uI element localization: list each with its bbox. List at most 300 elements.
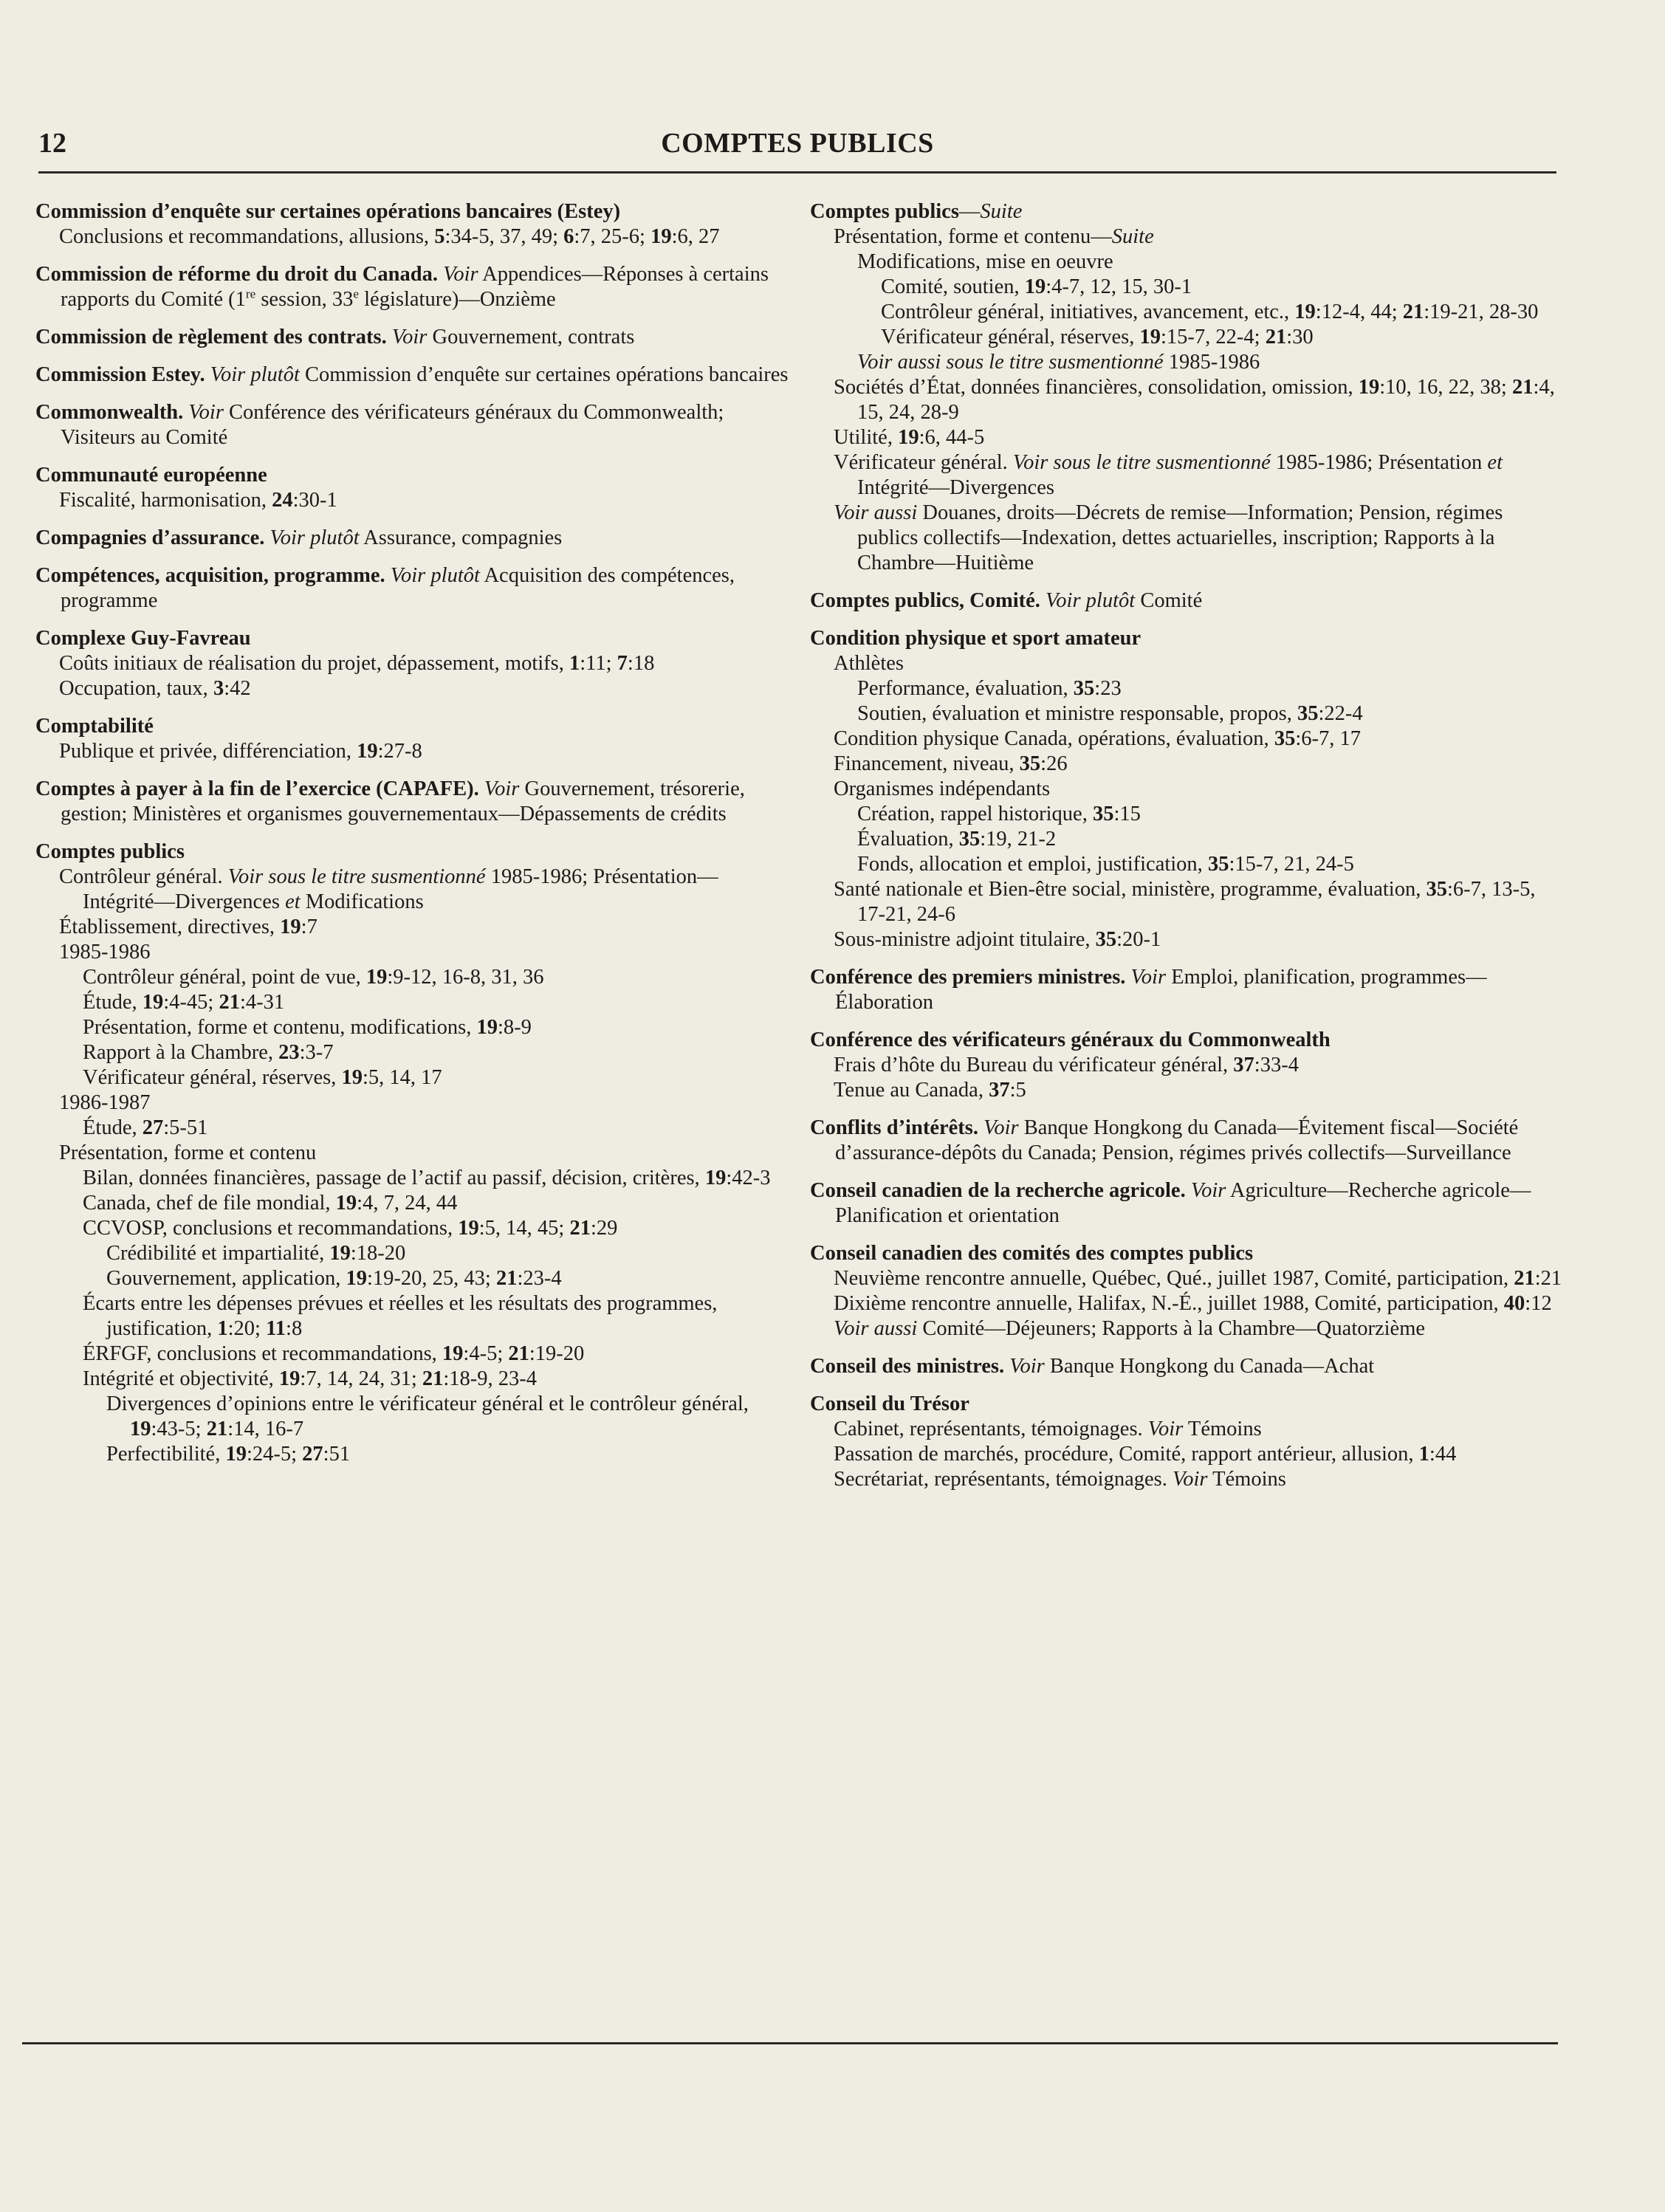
volume-ref: 35 xyxy=(1297,702,1319,725)
volume-ref: 21 xyxy=(495,1267,518,1290)
entry-text: Neuvième rencontre annuelle, Québec, Qué., juillet 1987, Comité, participation, xyxy=(834,1267,1514,1290)
entry-text: Création, rappel historique, xyxy=(857,803,1093,825)
entry-heading xyxy=(35,626,789,651)
entry-heading xyxy=(35,400,789,450)
entry-text: :19-20, 25, 43; xyxy=(366,1267,496,1290)
entry-text: Emploi, planification, programmes—Élaboration xyxy=(835,966,1487,1014)
entry-title: Compétences, acquisition, programme. xyxy=(35,564,385,587)
entry-heading xyxy=(35,262,789,312)
entry-text: Modifications, mise en oeuvre xyxy=(857,250,1113,273)
subentry-level-1 xyxy=(35,940,789,965)
entry-heading xyxy=(810,1028,1563,1053)
entry-text: Fiscalité, harmonisation, xyxy=(59,489,272,512)
volume-ref: 21 xyxy=(569,1217,591,1240)
entry-text: :15-7, 22-4; xyxy=(1161,326,1266,348)
entry-title: Comptes à payer à la fin de l’exercice (CAPAFE). xyxy=(35,777,479,800)
subentry-level-1 xyxy=(35,1141,789,1166)
subentry-level-1 xyxy=(810,450,1563,501)
volume-ref: 35 xyxy=(1207,853,1229,876)
subentry-level-3 xyxy=(35,1266,789,1291)
entry-text: :20-1 xyxy=(1116,928,1161,951)
entry-text: Présentation, forme et contenu— xyxy=(834,225,1112,248)
entry-text: Contrôleur général. xyxy=(59,865,228,888)
subentry-level-2 xyxy=(35,1367,789,1392)
entry-text: Contrôleur général, initiatives, avancement, etc., xyxy=(881,300,1295,323)
subentry-level-2 xyxy=(35,1291,789,1342)
subentry-level-1 xyxy=(35,651,789,676)
entry-text: :23-4 xyxy=(517,1267,562,1290)
entry-text: Santé nationale et Bien-être social, ministère, programme, évaluation, xyxy=(834,878,1427,901)
cross-ref-label: Voir xyxy=(983,1116,1019,1139)
entry-text: Banque Hongkong du Canada—Achat xyxy=(1044,1355,1375,1378)
volume-ref: 21 xyxy=(1511,376,1534,399)
entry-text: re xyxy=(245,286,256,301)
entry-text: :29 xyxy=(590,1217,618,1240)
volume-ref: 7 xyxy=(617,652,628,675)
cross-ref-label: et xyxy=(1487,451,1503,474)
entry-text: :18 xyxy=(627,652,655,675)
entry-text: Tenue au Canada, xyxy=(834,1079,989,1102)
entry-text: Comité—Déjeuners; Rapports à la Chambre—Quatorzième xyxy=(917,1317,1426,1340)
entry-text: Banque Hongkong du Canada—Évitement fiscal—Société d’assurance-dépôts du Canada; Pension, régimes privés collectifs—Surveillance xyxy=(835,1116,1519,1164)
cross-ref-label: Voir xyxy=(1130,966,1167,989)
index-entry xyxy=(35,714,789,764)
entry-text: Divergences d’opinions entre le vérificateur général et le contrôleur général, xyxy=(106,1392,749,1415)
entry-text: Commission d’enquête sur certaines opérations bancaires xyxy=(299,363,789,386)
entry-heading xyxy=(810,626,1563,651)
entry-text: :15 xyxy=(1113,803,1141,825)
index-entry xyxy=(810,1392,1563,1492)
entry-text: Étude, xyxy=(83,991,143,1014)
subentry-level-1 xyxy=(810,1078,1563,1103)
subentry-level-2 xyxy=(35,1216,789,1241)
index-entry xyxy=(35,363,789,388)
volume-ref: 40 xyxy=(1503,1292,1525,1315)
entry-heading xyxy=(35,839,789,865)
entry-text: Comité xyxy=(1135,589,1203,612)
entry-text: Sociétés d’État, données financières, consolidation, omission, xyxy=(834,376,1359,399)
entry-text: :4-7, 12, 15, 30-1 xyxy=(1046,275,1192,298)
volume-ref: 24 xyxy=(272,489,293,512)
cross-ref-label: Voir sous le titre susmentionné xyxy=(1012,451,1271,474)
entry-text: :9-12, 16-8, 31, 36 xyxy=(387,966,544,989)
entry-heading xyxy=(35,199,789,224)
index-entry xyxy=(810,199,1563,576)
entry-text xyxy=(387,326,392,348)
entry-text: :18-20 xyxy=(350,1242,406,1265)
cross-ref-label: Voir aussi xyxy=(834,1317,918,1340)
entry-text: Agriculture—Recherche agricole—Planification et orientation xyxy=(835,1179,1531,1227)
subentry-level-1 xyxy=(810,1266,1563,1291)
entry-text: Témoins xyxy=(1183,1418,1262,1440)
entry-text: :24-5; xyxy=(246,1443,303,1466)
cross-ref-label: Voir aussi xyxy=(834,501,918,524)
entry-text: :27-8 xyxy=(377,740,422,763)
entry-text: 1986-1987 xyxy=(59,1091,151,1114)
entry-text: e xyxy=(353,286,360,301)
entry-text: 1985-1986 xyxy=(59,941,151,964)
volume-ref: 1 xyxy=(1418,1443,1429,1466)
entry-text: Rapport à la Chambre, xyxy=(83,1041,279,1064)
entry-text: Vérificateur général. xyxy=(834,451,1013,474)
volume-ref: 19 xyxy=(357,740,378,763)
volume-ref: 11 xyxy=(266,1317,286,1340)
volume-ref: 21 xyxy=(219,991,240,1014)
entry-text: :12 xyxy=(1525,1292,1552,1315)
subentry-level-1 xyxy=(810,752,1563,777)
cross-ref-label: Voir plutôt xyxy=(270,526,360,549)
subentry-level-1 xyxy=(810,877,1563,927)
entry-text: :44 xyxy=(1429,1443,1457,1466)
index-entry xyxy=(810,588,1563,614)
entry-text: :19, 21-2 xyxy=(980,828,1057,851)
volume-ref: 35 xyxy=(1095,928,1117,951)
entry-title: Conseil canadien des comités des comptes publics xyxy=(810,1242,1254,1265)
volume-ref: 19 xyxy=(225,1443,247,1466)
volume-ref: 35 xyxy=(1092,803,1114,825)
subentry-level-3 xyxy=(810,300,1563,325)
volume-ref: 6 xyxy=(563,225,574,248)
entry-text: :4-45; xyxy=(163,991,219,1014)
index-entry xyxy=(810,1241,1563,1342)
volume-ref: 35 xyxy=(1426,878,1447,901)
entry-title: Communauté européenne xyxy=(35,464,267,487)
volume-ref: 19 xyxy=(335,1192,357,1215)
entry-text: :30 xyxy=(1286,326,1314,348)
entry-text: :12-4, 44; xyxy=(1315,300,1403,323)
subentry-level-2 xyxy=(810,350,1563,375)
entry-text: Cabinet, représentants, témoignages. xyxy=(834,1418,1148,1440)
entry-text: 1985-1986 xyxy=(1163,351,1260,374)
subentry-level-1 xyxy=(810,1442,1563,1467)
entry-text xyxy=(205,363,210,386)
entry-text: Crédibilité et impartialité, xyxy=(106,1242,330,1265)
entry-text: Bilan, données financières, passage de l’actif au passif, décision, critères, xyxy=(83,1167,705,1189)
running-title: COMPTES PUBLICS xyxy=(661,128,934,159)
entry-text: Secrétariat, représentants, témoignages. xyxy=(834,1468,1173,1491)
subentry-level-3 xyxy=(35,1392,789,1442)
volume-ref: 3 xyxy=(213,677,224,700)
entry-title: Conseil du Trésor xyxy=(810,1392,969,1415)
entry-text: :5, 14, 45; xyxy=(478,1217,570,1240)
entry-text: Contrôleur général, point de vue, xyxy=(83,966,366,989)
entry-text: :30-1 xyxy=(292,489,337,512)
index-entry xyxy=(810,1028,1563,1103)
subentry-level-1 xyxy=(35,915,789,940)
cross-ref-label: Suite xyxy=(1111,225,1154,248)
volume-ref: 37 xyxy=(1233,1054,1254,1076)
entry-text: :11; xyxy=(580,652,617,675)
subentry-level-1 xyxy=(35,224,789,250)
entry-text: Étude, xyxy=(83,1116,143,1139)
entry-text: :8-9 xyxy=(497,1016,532,1039)
entry-text: :7 xyxy=(301,916,317,938)
entry-text: Athlètes xyxy=(834,652,904,675)
entry-heading xyxy=(810,1354,1563,1379)
volume-ref: 19 xyxy=(365,966,388,989)
entry-title: Conseil canadien de la recherche agricole. xyxy=(810,1179,1186,1202)
entry-text: :43-5; xyxy=(151,1418,207,1440)
entry-text: Soutien, évaluation et ministre responsable, propos, xyxy=(857,702,1298,725)
entry-heading xyxy=(810,1116,1563,1166)
entry-text: :34-5, 37, 49; xyxy=(444,225,564,248)
volume-ref: 21 xyxy=(206,1418,228,1440)
volume-ref: 21 xyxy=(1265,326,1287,348)
volume-ref: 19 xyxy=(898,426,919,449)
subentry-level-1 xyxy=(810,927,1563,952)
entry-text: :22-4 xyxy=(1318,702,1363,725)
entry-text: Évaluation, xyxy=(857,828,959,851)
entry-title: Commission de règlement des contrats. xyxy=(35,326,387,348)
entry-text: Établissement, directives, xyxy=(59,916,281,938)
volume-ref: 1 xyxy=(569,652,580,675)
entry-title: Comptabilité xyxy=(35,715,154,738)
subentry-level-2 xyxy=(35,1116,789,1141)
volume-ref: 19 xyxy=(458,1217,479,1240)
entry-text: :42-3 xyxy=(726,1167,771,1189)
entry-text: :51 xyxy=(323,1443,351,1466)
cross-ref-label: Voir xyxy=(1190,1179,1226,1202)
entry-text: Vérificateur général, réserves, xyxy=(881,326,1140,348)
entry-text: Conférence des vérificateurs généraux du Commonwealth; Visiteurs au Comité xyxy=(61,401,724,449)
volume-ref: 37 xyxy=(989,1079,1010,1102)
entry-text: :8 xyxy=(286,1317,303,1340)
volume-ref: 19 xyxy=(142,991,164,1014)
subentry-level-2 xyxy=(35,990,789,1015)
subentry-level-2 xyxy=(35,1015,789,1040)
entry-title: Conférence des vérificateurs généraux du Commonwealth xyxy=(810,1028,1331,1051)
subentry-level-2 xyxy=(810,701,1563,727)
entry-text: :7, 25-6; xyxy=(574,225,651,248)
entry-text: :6, 44-5 xyxy=(919,426,985,449)
entry-text: :19-21, 28-30 xyxy=(1424,300,1539,323)
entry-text: Intégrité et objectivité, xyxy=(83,1367,279,1390)
entry-text: Témoins xyxy=(1207,1468,1286,1491)
entry-text: Vérificateur général, réserves, xyxy=(83,1066,342,1089)
volume-ref: 19 xyxy=(278,1367,301,1390)
cross-ref-label: Voir xyxy=(188,401,224,424)
entry-heading xyxy=(810,965,1563,1015)
entry-text: :19-20 xyxy=(529,1342,585,1365)
entry-heading xyxy=(810,1178,1563,1229)
subentry-level-1 xyxy=(810,375,1563,425)
entry-heading xyxy=(35,714,789,739)
subentry-level-3 xyxy=(35,1442,789,1467)
entry-text: 1985-1986; Présentation—Intégrité—Divergences xyxy=(83,865,718,913)
entry-text: :23 xyxy=(1094,677,1122,700)
entry-title: Condition physique et sport amateur xyxy=(810,627,1142,650)
entry-text: :20; xyxy=(227,1317,267,1340)
index-entry xyxy=(35,777,789,827)
volume-ref: 19 xyxy=(346,1267,367,1290)
entry-text xyxy=(1040,589,1046,612)
subentry-level-2 xyxy=(810,827,1563,852)
entry-text: session, 33 xyxy=(255,288,354,311)
index-entry xyxy=(35,262,789,312)
entry-text: :6-7, 17 xyxy=(1295,727,1361,750)
entry-title: Commission de réforme du droit du Canada. xyxy=(35,263,438,286)
subentry-level-1 xyxy=(810,1417,1563,1442)
entry-text: Douanes, droits—Décrets de remise—Information; Pension, régimes publics collectifs—Indexation, dettes actuarielles, inscription; Rapports à la Chambre—Huitième xyxy=(857,501,1503,574)
subentry-level-1 xyxy=(35,1090,789,1116)
page-header xyxy=(38,127,1556,171)
entry-text: :42 xyxy=(224,677,251,700)
entry-heading xyxy=(35,363,789,388)
subentry-level-1 xyxy=(35,865,789,915)
entry-text: Canada, chef de file mondial, xyxy=(83,1192,336,1215)
subentry-level-2 xyxy=(810,250,1563,275)
entry-text: Financement, niveau, xyxy=(834,752,1020,775)
subentry-level-3 xyxy=(35,1241,789,1266)
subentry-level-2 xyxy=(35,1342,789,1367)
cross-ref-label: Voir xyxy=(1147,1418,1184,1440)
entry-text: Appendices—Réponses à certains rapports du Comité (1 xyxy=(61,263,769,311)
cross-ref-label: Voir plutôt xyxy=(210,363,300,386)
volume-ref: 35 xyxy=(1274,727,1296,750)
entry-text: Occupation, taux, xyxy=(59,677,213,700)
index-entry xyxy=(35,526,789,551)
entry-text: Gouvernement, contrats xyxy=(427,326,635,348)
volume-ref: 19 xyxy=(1139,326,1161,348)
entry-text: — xyxy=(958,200,981,223)
entry-text: Intégrité—Divergences xyxy=(857,476,1054,499)
subentry-level-1 xyxy=(810,651,1563,676)
subentry-level-1 xyxy=(810,224,1563,250)
entry-title: Conférence des premiers ministres. xyxy=(810,966,1126,989)
subentry-level-1 xyxy=(810,1467,1563,1492)
entry-title: Commonwealth. xyxy=(35,401,184,424)
entry-text: :6-7, 13-5, 17-21, 24-6 xyxy=(857,878,1536,926)
index-entry xyxy=(35,839,789,1467)
subentry-level-2 xyxy=(35,1065,789,1090)
entry-title: Compagnies d’assurance. xyxy=(35,526,265,549)
volume-ref: 19 xyxy=(341,1066,363,1089)
subentry-level-1 xyxy=(35,488,789,513)
entry-text: Condition physique Canada, opérations, évaluation, xyxy=(834,727,1274,750)
volume-ref: 19 xyxy=(442,1342,464,1365)
entry-text: :4-31 xyxy=(239,991,285,1014)
volume-ref: 19 xyxy=(280,916,301,938)
subentry-level-2 xyxy=(35,965,789,990)
volume-ref: 21 xyxy=(508,1342,529,1365)
entry-title: Comptes publics, Comité. xyxy=(810,589,1040,612)
entry-text: Fonds, allocation et emploi, justification, xyxy=(857,853,1208,876)
entry-heading xyxy=(810,588,1563,614)
entry-text: :5, 14, 17 xyxy=(363,1066,442,1089)
subentry-level-1 xyxy=(810,727,1563,752)
entry-title: Conseil des ministres. xyxy=(810,1355,1005,1378)
cross-ref-label: Voir xyxy=(484,777,520,800)
subentry-level-1 xyxy=(810,1316,1563,1342)
entry-text: Sous-ministre adjoint titulaire, xyxy=(834,928,1096,951)
subentry-level-1 xyxy=(810,501,1563,576)
entry-text: Frais d’hôte du Bureau du vérificateur général, xyxy=(834,1054,1234,1076)
volume-ref: 19 xyxy=(1024,275,1046,298)
entry-text xyxy=(1125,966,1130,989)
entry-text: Dixième rencontre annuelle, Halifax, N.-É., juillet 1988, Comité, participation, xyxy=(834,1292,1504,1315)
subentry-level-2 xyxy=(810,852,1563,877)
entry-text xyxy=(479,777,484,800)
header-rule xyxy=(38,171,1556,174)
volume-ref: 27 xyxy=(142,1116,164,1139)
subentry-level-1 xyxy=(810,1053,1563,1078)
entry-text: :26 xyxy=(1040,752,1068,775)
volume-ref: 35 xyxy=(1019,752,1041,775)
entry-title: Complexe Guy-Favreau xyxy=(35,627,251,650)
entry-heading xyxy=(35,563,789,614)
cross-ref-label: Voir aussi sous le titre susmentionné xyxy=(857,351,1164,374)
entry-heading xyxy=(35,526,789,551)
entry-text: Présentation, forme et contenu, modifications, xyxy=(83,1016,477,1039)
subentry-level-2 xyxy=(35,1166,789,1191)
entry-text: :14, 16-7 xyxy=(227,1418,304,1440)
index-entry xyxy=(810,1178,1563,1229)
index-entry xyxy=(35,563,789,614)
index-entry xyxy=(35,463,789,513)
subentry-level-1 xyxy=(35,676,789,701)
entry-text: CCVOSP, conclusions et recommandations, xyxy=(83,1217,459,1240)
entry-heading xyxy=(35,325,789,350)
entry-title: Comptes publics xyxy=(35,840,185,863)
volume-ref: 19 xyxy=(1294,300,1316,323)
entry-text: :5 xyxy=(1009,1079,1026,1102)
entry-heading xyxy=(810,1241,1563,1266)
subentry-level-3 xyxy=(810,275,1563,300)
entry-text: :18-9, 23-4 xyxy=(443,1367,538,1390)
entry-text xyxy=(1186,1179,1191,1202)
cross-ref-label: Voir xyxy=(1009,1355,1045,1378)
volume-ref: 23 xyxy=(278,1041,300,1064)
volume-ref: 21 xyxy=(1514,1267,1535,1290)
subentry-level-2 xyxy=(35,1040,789,1065)
entry-text: :3-7 xyxy=(299,1041,334,1064)
index-entry xyxy=(810,1116,1563,1166)
entry-text: Conclusions et recommandations, allusions, xyxy=(59,225,435,248)
index-entry xyxy=(35,400,789,450)
volume-ref: 35 xyxy=(1073,677,1095,700)
entry-text: législature)—Onzième xyxy=(359,288,556,311)
footer-rule xyxy=(22,2042,1558,2044)
entry-text: Passation de marchés, procédure, Comité, rapport antérieur, allusion, xyxy=(834,1443,1419,1466)
volume-ref: 19 xyxy=(650,225,672,248)
entry-text: Organismes indépendants xyxy=(834,777,1051,800)
index-column-left xyxy=(35,199,789,1480)
entry-text: Gouvernement, trésorerie, gestion; Ministères et organismes gouvernementaux—Dépassements de crédits xyxy=(61,777,745,825)
cross-ref-label: et xyxy=(285,890,301,913)
subentry-level-3 xyxy=(810,325,1563,350)
volume-ref: 19 xyxy=(1358,376,1380,399)
entry-text xyxy=(385,564,391,587)
volume-ref: 35 xyxy=(958,828,981,851)
volume-ref: 21 xyxy=(1402,300,1424,323)
subentry-level-1 xyxy=(810,1291,1563,1316)
entry-text: Modifications xyxy=(300,890,424,913)
index-entry xyxy=(35,325,789,350)
entry-title: Conflits d’intérêts. xyxy=(810,1116,978,1139)
entry-text: Acquisition des compétences, programme xyxy=(61,564,735,612)
entry-heading xyxy=(810,1392,1563,1417)
entry-text: :33-4 xyxy=(1254,1054,1299,1076)
entry-text: :5-51 xyxy=(163,1116,208,1139)
subentry-level-1 xyxy=(810,425,1563,450)
entry-text: Coûts initiaux de réalisation du projet, dépassement, motifs, xyxy=(59,652,569,675)
index-entry xyxy=(810,1354,1563,1379)
page-number: 12 xyxy=(38,128,66,159)
index-entry xyxy=(810,626,1563,952)
entry-text: Gouvernement, application, xyxy=(106,1267,346,1290)
volume-ref: 19 xyxy=(329,1242,351,1265)
entry-heading xyxy=(35,777,789,827)
